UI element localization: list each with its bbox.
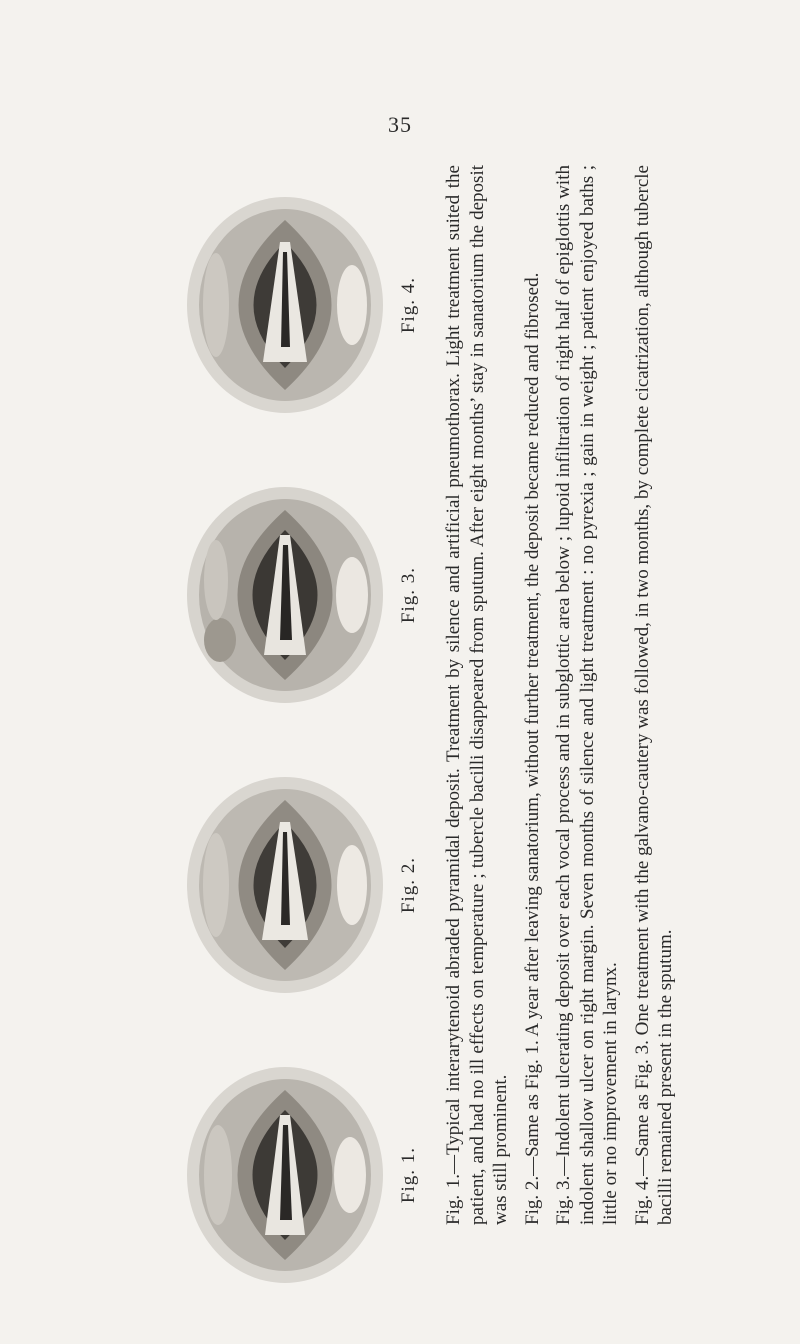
figure-1-label: Fig. 1. bbox=[398, 1146, 419, 1204]
larynx-illustration-3 bbox=[180, 480, 390, 710]
rotated-plate bbox=[180, 140, 676, 1310]
figure-3-label: Fig. 3. bbox=[398, 566, 419, 624]
caption-fig-1: Fig. 1.—Typical interarytenoid abraded pyramidal deposit. Treatment by silence and artificial pneumothorax. Light treatment suited the patient, and had no ill effects on temperature ; tubercle bacilli disappeared from sputum. After eight months’ stay in sanatorium the deposit was still prominent. bbox=[443, 165, 511, 1225]
figure-4-label: Fig. 4. bbox=[398, 276, 419, 334]
page-number: 35 bbox=[388, 112, 412, 137]
figures-row bbox=[180, 140, 419, 1310]
figure-3 bbox=[180, 480, 419, 710]
caption-fig-3: Fig. 3.—Indolent ulcerating deposit over each vocal process and in subglottic area below ; lupoid infiltration of right half of epiglottis with indolent shallow ulcer on right margin. Seven months of silence and light treatment : no pyrexia ; gain in weight ; patient enjoyed baths ; little or no improvement in larynx. bbox=[553, 165, 621, 1225]
larynx-illustration-4 bbox=[180, 190, 390, 420]
figure-2 bbox=[180, 770, 419, 1000]
figure-4 bbox=[180, 190, 419, 420]
figure-2-label: Fig. 2. bbox=[398, 856, 419, 914]
larynx-illustration-1 bbox=[180, 1060, 390, 1290]
caption-fig-2: Fig. 2.—Same as Fig. 1. A year after leaving sanatorium, without further treatment, the deposit became reduced and fibrosed. bbox=[521, 272, 543, 1225]
caption-fig-4: Fig. 4.—Same as Fig. 3. One treatment with the galvano-cautery was followed, in two months, by complete cicatrization, although tubercle bacilli remained present in the sputum. bbox=[631, 165, 676, 1225]
figure-1 bbox=[180, 1060, 419, 1290]
larynx-illustration-2 bbox=[180, 770, 390, 1000]
captions bbox=[442, 165, 686, 1225]
